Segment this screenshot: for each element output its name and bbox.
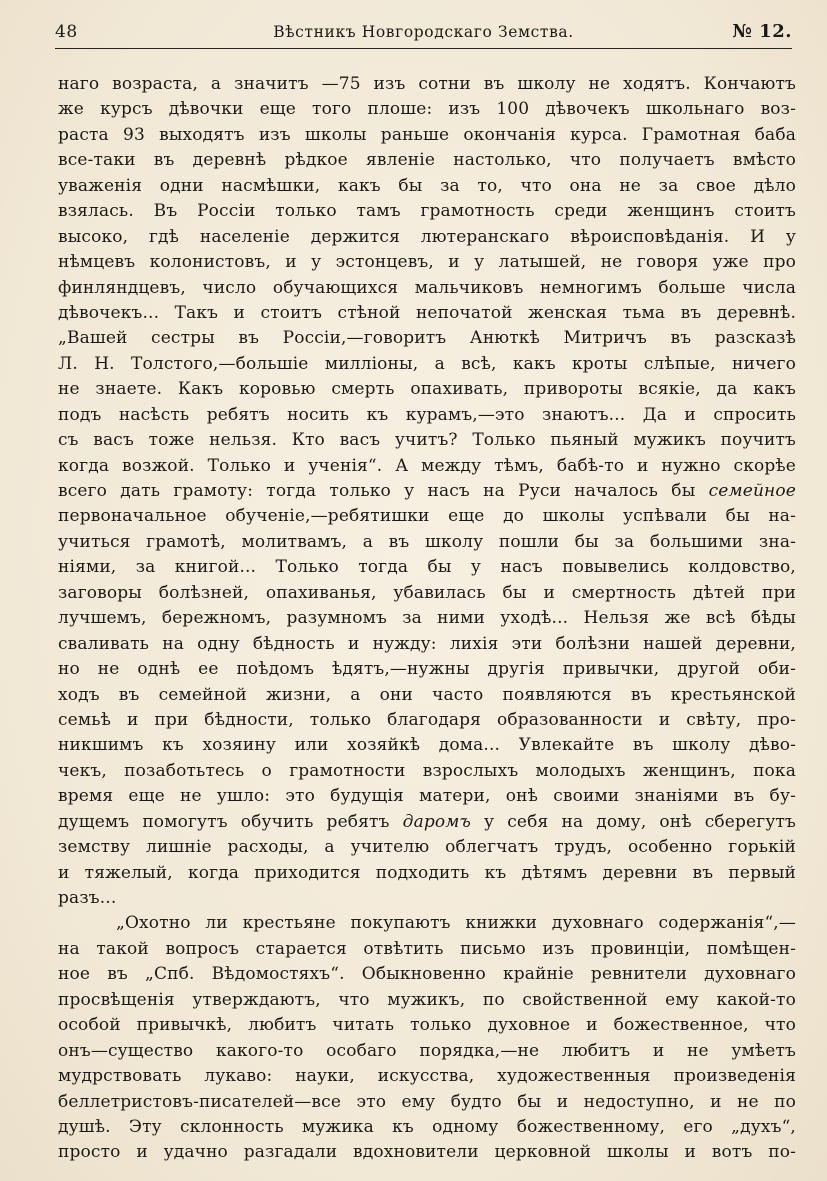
text-line: просто и удачно разгадали вдохновители церковной школы и вотъ по- [58,1142,796,1163]
text-line: особой привычкѣ, любитъ читать только духовное и божественное, что [58,1015,796,1036]
text-line: земству лишніе расходы, а учителю облегчатъ трудъ, особенно горькій [58,837,796,858]
paragraph [58,72,796,911]
text-line: наго возраста, а значитъ —75 изъ сотни въ школу не ходятъ. Кончаютъ [58,74,796,94]
text-line: и тяжелый, когда приходится подходить къ дѣтямъ деревни въ первый [58,862,796,883]
text-line: разъ... [58,888,117,908]
text-line: Л. Н. Толстого,—большіе милліоны, а всѣ, какъ кроты слѣпые, ничего [58,353,796,374]
text-line [58,479,796,504]
running-title: Вѣстникъ Новгородскаго Земства. [273,23,574,41]
text-line: „Охотно ли крестьяне покупаютъ книжки духовнаго содержанія“,— [116,913,796,934]
text-line: но не однѣ ее поѣдомъ ѣдятъ,—нужны другія привычки, другой оби- [58,659,796,680]
text-line: чекъ, позаботьтесь о грамотности взрослыхъ молодыхъ женщинъ, пока [58,760,796,781]
text-line: взялась. Въ Россіи только тамъ грамотность среди женщинъ стоитъ [58,201,796,222]
paragraph [58,911,796,1165]
text-fragment: у себя на дому, онѣ сберегутъ [471,811,796,832]
text-line: нѣмцевъ колонистовъ, и у эстонцевъ, и у латышей, не говоря уже про [58,252,796,273]
text-fragment: дущемъ помогутъ обучить ребятъ [58,811,403,832]
text-line: же курсъ дѣвочки еще того плоше: изъ 100 дѣвочекъ школьнаго воз- [58,99,796,120]
text-line: подъ насѣсть ребятъ носить къ курамъ,—это знаютъ... Да и спросить [58,404,796,425]
text-line: дѣвочекъ... Такъ и стоитъ стѣной непочатой женская тьма въ деревнѣ. [58,302,796,323]
text-line: семьѣ и при бѣдности, только благодаря образованности и свѣту, про- [58,709,796,730]
text-line: учиться грамотѣ, молитвамъ, а въ школу пошли бы за большими зна- [58,531,796,552]
text-line: время еще не ушло: это будущія матери, онѣ своими знаніями въ бу- [58,786,796,807]
emphasized-word: семейное [708,481,796,501]
text-line: не знаете. Какъ коровью смерть опахивать, привороты всякіе, да какъ [58,379,796,400]
body-text [58,72,796,1166]
text-line: ніями, за книгой... Только тогда бы у насъ повывелись колдовство, [58,557,796,578]
text-line: заговоры болѣзней, опахиванья, убавилась бы и смертность дѣтей при [58,582,796,603]
text-line: ное въ „Спб. Вѣдомостяхъ“. Обыкновенно крайніе ревнители духовнаго [58,964,796,985]
text-line: никшимъ къ хозяину или хозяйкѣ дома... Увлекайте въ школу дѣво- [58,735,796,756]
text-line: все-таки въ деревнѣ рѣдкое явленіе настолько, что получаетъ вмѣсто [58,150,796,171]
text-fragment: всего дать грамоту: тогда только у насъ на Руси началось бы [58,481,709,501]
emphasized-word: даромъ [402,811,471,832]
text-line: съ васъ тоже нельзя. Кто васъ учитъ? Только пьяный мужикъ поучитъ [58,430,796,451]
text-line: ходъ въ семейной жизни, а они часто появляются въ крестьянской [58,684,796,705]
text-line: когда возжой. Только и ученія“. А между тѣмъ, бабѣ-то и нужно скорѣе [58,455,796,476]
issue-number: № 12. [732,21,792,42]
text-line: беллетристовъ-писателей—все это ему будто бы и недоступно, и не по [58,1091,796,1112]
text-line: первоначальное обученіе,—ребятишки еще до школы успѣвали бы на- [58,506,796,527]
text-line: душѣ. Эту склонность мужика къ одному божественному, его „духъ“, [58,1116,796,1137]
text-line: высоко, гдѣ населеніе держится лютеранскаго вѣроисповѣданія. И у [58,226,796,247]
text-line: на такой вопросъ старается отвѣтить письмо изъ провинціи, помѣщен- [58,938,796,959]
text-line: онъ—существо какого-то особаго порядка,—не любитъ и не умѣетъ [58,1040,796,1061]
text-line: лучшемъ, бережномъ, разумномъ за ними уходѣ... Нельзя же всѣ бѣды [58,608,796,629]
text-line: финляндцевъ, число обучающихся мальчиковъ немногимъ больше числа [58,277,796,298]
text-line [58,810,796,835]
page-header [55,20,792,49]
page-number: 48 [55,22,78,42]
text-line: „Вашей сестры въ Россіи,—говоритъ Анюткѣ Митричъ въ разсказѣ [58,328,796,349]
text-line: мудрствовать лукаво: науки, искусства, художественныя произведенія [58,1066,796,1087]
text-line: сваливать на одну бѣдность и нужду: лихія эти болѣзни нашей деревни, [58,633,796,654]
text-line: уваженія одни насмѣшки, какъ бы за то, что она не за свое дѣло [58,175,796,196]
text-line: раста 93 выходятъ изъ школы раньше окончанія курса. Грамотная баба [58,124,796,145]
text-line: просвѣщенія утверждаютъ, что мужикъ, по свойственной ему какой-то [58,989,796,1010]
